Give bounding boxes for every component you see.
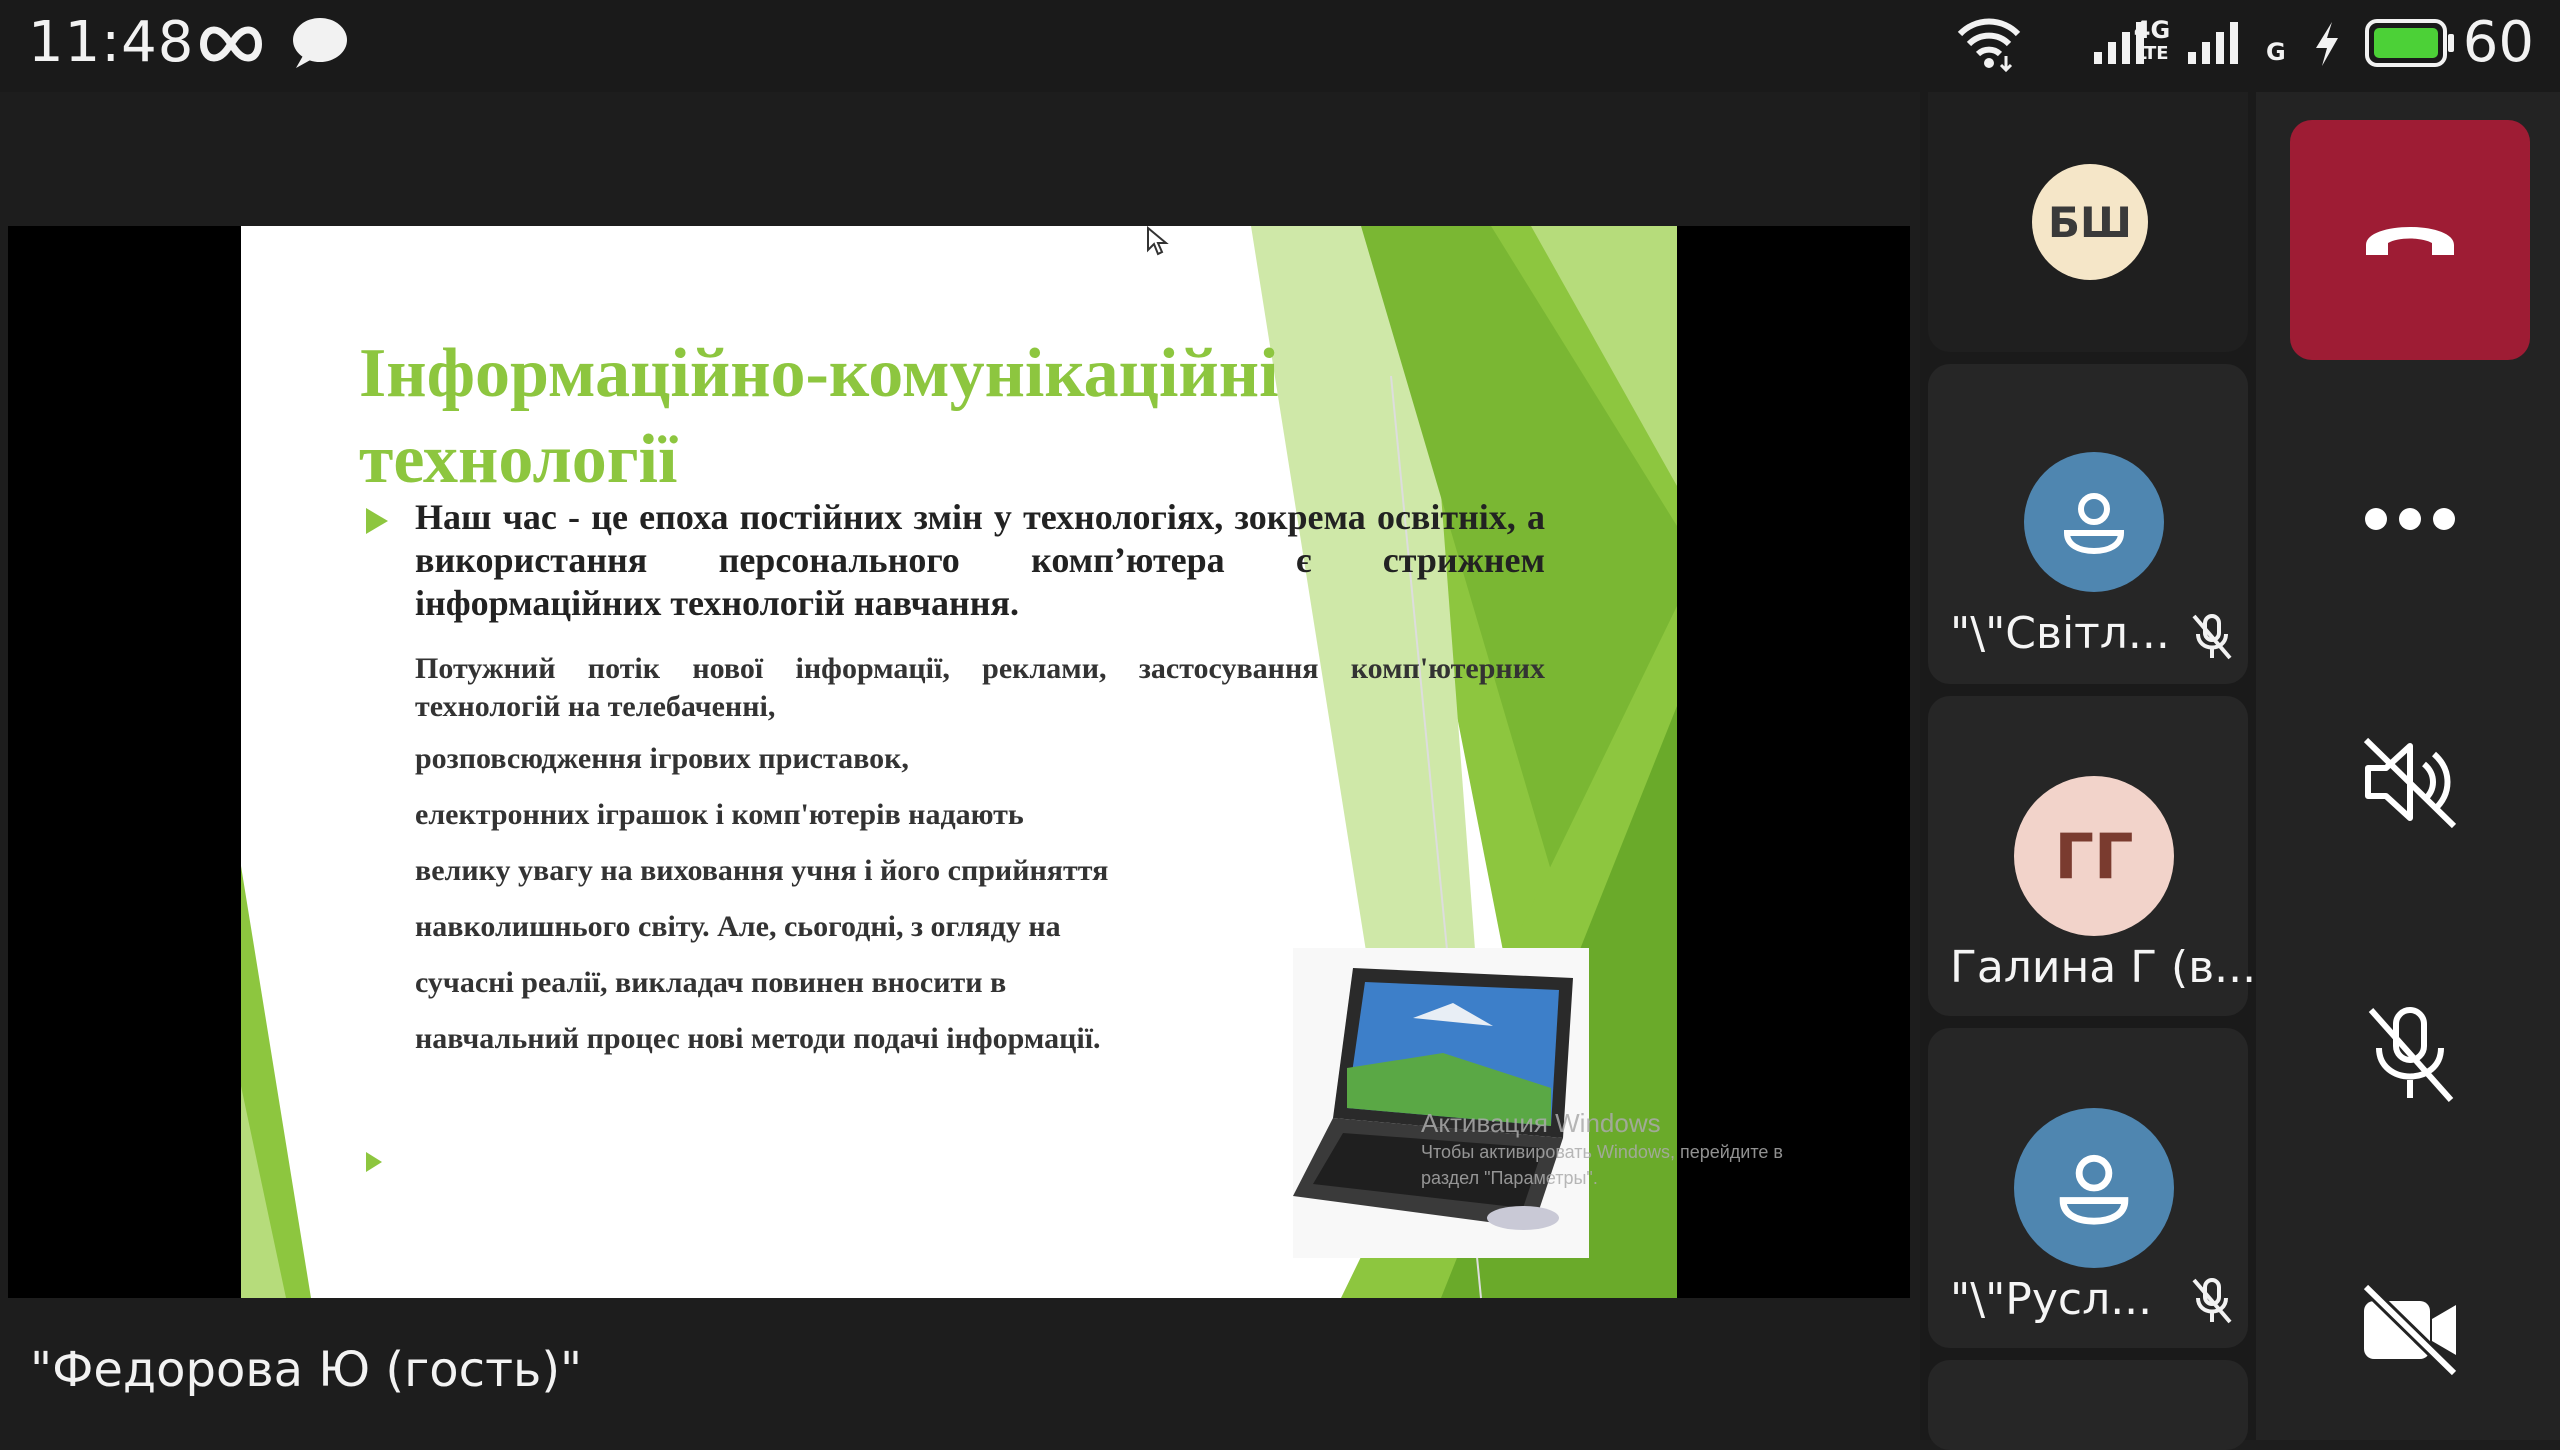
- windows-activation-watermark: Активация Windows: [1421, 1108, 1661, 1138]
- network-lte-label: LTE: [2135, 43, 2169, 64]
- status-bar: [0, 0, 2560, 92]
- hang-up-button[interactable]: [2290, 120, 2530, 360]
- slide-title-line-1: Інформаційно-комунікаційні: [359, 335, 1279, 412]
- slide-line: розповсюдження ігрових приставок,: [415, 742, 909, 775]
- 4g-lte-icon: [2130, 18, 2174, 66]
- slide-title-line-2: технології: [359, 421, 678, 498]
- speaker-off-icon: [2360, 734, 2460, 830]
- battery-icon: [2364, 18, 2456, 68]
- active-speaker-label: "Федорова Ю (гость)": [30, 1342, 583, 1398]
- slide-main-paragraph: Наш час - це епоха постійних змін у технологіях, зокрема освітніх, а використання персонального комп’ютера є стрижнем інформаційних технологій навчання.: [415, 497, 1545, 623]
- participant-card[interactable]: [1928, 696, 2257, 1016]
- avatar: [2014, 1108, 2174, 1268]
- mic-off-icon: [2190, 612, 2234, 662]
- screen-share[interactable]: [8, 226, 1910, 1298]
- call-controls: [2256, 92, 2560, 1440]
- bullet-arrow-icon: [366, 1152, 382, 1172]
- bullet-arrow-icon: [366, 508, 388, 534]
- network-g-label: G: [2266, 38, 2286, 66]
- battery-level: 60: [2462, 10, 2534, 75]
- windows-activation-text: Чтобы активировать Windows, перейдите в: [1421, 1142, 1783, 1162]
- participant-name: "\"Світл...: [1950, 608, 2170, 659]
- slide-title: [359, 331, 1409, 503]
- slide-line: велику увагу на виховання учня і його сприйняття: [415, 854, 1109, 887]
- participant-name: "\"Русл...: [1950, 1274, 2153, 1325]
- avatar: ГГ: [2014, 776, 2174, 936]
- slide-paragraph: Потужний потік нової інформації, реклами, застосування комп'ютерних технологій на телебаченні,: [415, 652, 1545, 723]
- windows-activation-text-2: раздел "Параметры".: [1421, 1168, 1598, 1188]
- camera-off-icon: [2360, 1281, 2460, 1377]
- participant-card[interactable]: [1928, 1360, 2248, 1450]
- camera-toggle-button[interactable]: [2290, 1254, 2530, 1404]
- charging-icon: [2312, 20, 2342, 68]
- status-time: 11:48: [28, 10, 195, 75]
- slide-line: навчальний процес нові методи подачі інформації.: [415, 1022, 1101, 1055]
- main-stage: [0, 92, 1920, 1440]
- hang-up-icon: [2360, 215, 2460, 265]
- more-icon: [2364, 507, 2456, 531]
- participants-panel: [1920, 92, 2256, 1440]
- speaker-toggle-button[interactable]: [2290, 707, 2530, 857]
- network-4g-label: 4G: [2133, 16, 2171, 44]
- mic-off-icon: [2190, 1276, 2234, 1326]
- slide-line: навколишнього світу. Але, сьогодні, з огляду на: [415, 910, 1061, 943]
- participant-card[interactable]: [1928, 92, 2248, 352]
- participant-card[interactable]: [1928, 364, 2248, 684]
- more-button[interactable]: [2290, 444, 2530, 594]
- wifi-icon: [1956, 16, 2022, 72]
- participant-card[interactable]: [1928, 1028, 2248, 1348]
- slide-line: сучасні реалії, викладач повинен вносити в: [415, 966, 1007, 999]
- user-icon: [2059, 487, 2129, 557]
- microphone-toggle-button[interactable]: [2290, 979, 2530, 1129]
- signal-g-icon: [2186, 20, 2244, 66]
- presentation-slide: [241, 226, 1783, 1298]
- participant-name: Галина Г (в...: [1950, 942, 2257, 993]
- chat-bubble-icon: [290, 16, 348, 72]
- avatar: БШ: [2032, 164, 2148, 280]
- laptop-image: [1293, 948, 1589, 1258]
- mic-off-icon: [2365, 1004, 2455, 1104]
- mouse-cursor-icon: [1146, 226, 1168, 256]
- slide-line: електронних іграшок і комп'ютерів надають: [415, 798, 1024, 831]
- link-infinity-icon: [196, 22, 266, 66]
- user-icon: [2054, 1148, 2134, 1228]
- avatar: [2024, 452, 2164, 592]
